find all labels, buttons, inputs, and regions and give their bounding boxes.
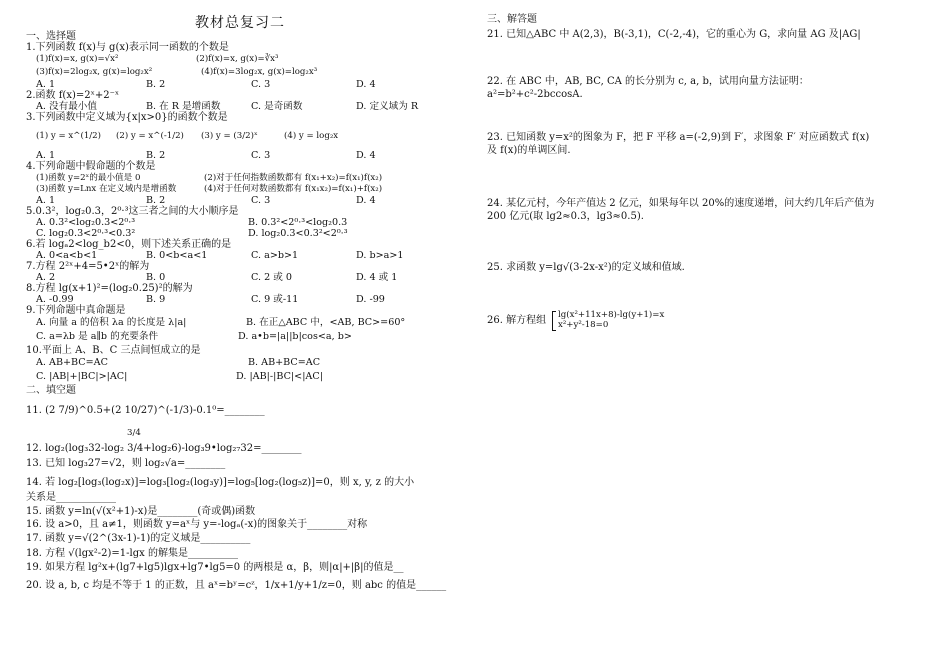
q1-option-d: D. 4 xyxy=(356,79,376,90)
q7-option-a: A. 2 xyxy=(36,272,56,283)
q6-stem: 6.若 logₐ2<log_b2<0，则下述关系正确的是 xyxy=(26,239,232,250)
q2-stem: 2.函数 f(x)=2ˣ+2⁻ˣ xyxy=(26,90,120,101)
q3-func-3: (3) y = (3/2)ˣ xyxy=(201,131,258,141)
q6-option-a: A. 0<a<b<1 xyxy=(36,250,98,261)
q8-stem: 8.方程 lg(x+1)²=(log₂0.25)²的解为 xyxy=(26,283,193,294)
q4-item-2: (2)对于任何指数函数都有 f(x₁+x₂)=f(x₁)f(x₂) xyxy=(204,173,383,183)
section-fill-heading: 二、填空题 xyxy=(26,385,76,396)
q6-option-c: C. a>b>1 xyxy=(251,250,299,261)
q1-item-4: (4)f(x)=3log₂x, g(x)=log₂x³ xyxy=(201,67,318,77)
fill-14: 14. 若 log₂[log₃(log₂x)]=log₃[log₂(log₃y)]=log₅[log₂(log₅z)]=0，则 x, y, z 的大小 xyxy=(26,477,415,488)
q2-option-c: C. 是奇函数 xyxy=(251,101,303,112)
q6-option-b: B. 0<b<a<1 xyxy=(146,250,208,261)
q4-option-b: B. 2 xyxy=(146,195,166,206)
q5-option-c: C. log₂0.3<2⁰·³<0.3² xyxy=(36,228,136,239)
q5-option-d: D. log₂0.3<0.3²<2⁰·³ xyxy=(248,228,348,239)
q9-option-d: D. a•b=|a||b|cos<a, b> xyxy=(238,331,352,342)
q1-option-a: A. 1 xyxy=(36,79,56,90)
q8-option-d: D. -99 xyxy=(356,294,385,305)
fill-11: 11. (2 7/9)^0.5+(2 10/27)^(-1/3)-0.1⁰=________ xyxy=(26,405,265,416)
answer-26-equation-2: x²+y²-18=0 xyxy=(558,320,609,330)
fill-12: 12. log₂(log₃32-log₂ 3/4+log₂6)-log₃9•log₂₇32=________ xyxy=(26,443,302,454)
q1-option-b: B. 2 xyxy=(146,79,166,90)
answer-21: 21. 已知△ABC 中 A(2,3)，B(-3,1)，C(-2,-4)，它的重心为 G，求向量 AG 及|AG| xyxy=(487,29,861,40)
q2-option-b: B. 在 R 是增函数 xyxy=(146,101,221,112)
q3-option-d: D. 4 xyxy=(356,150,376,161)
q3-option-a: A. 1 xyxy=(36,150,56,161)
q1-item-2: (2)f(x)=x, g(x)=∛x³ xyxy=(196,54,279,64)
answer-23-line1: 23. 已知函数 y=x²的图象为 F，把 F 平移 a=(-2,9)到 F′，求图象 F′ 对应函数式 f(x) xyxy=(487,132,870,143)
answer-22: 22. 在 ABC 中，AB, BC, CA 的长分别为 c, a, b，试用向量方法证明：a²=b²+c²-2bccosA. xyxy=(487,76,809,100)
q4-item-1: (1)函数 y=2ˣ的最小值是 0 xyxy=(36,173,141,183)
q10-option-a: A. AB+BC=AC xyxy=(36,357,108,368)
fill-12-fraction: 3/4 xyxy=(127,428,141,438)
q6-option-d: D. b>a>1 xyxy=(356,250,404,261)
fill-15: 15. 函数 y=ln(√(x²+1)-x)是________(奇或偶)函数 xyxy=(26,506,256,517)
q10-option-b: B. AB+BC=AC xyxy=(248,357,321,368)
q3-func-4: (4) y = log₂x xyxy=(284,131,339,141)
q5-option-a: A. 0.3²<log₂0.3<2⁰·³ xyxy=(36,217,136,228)
fill-18: 18. 方程 √(lgx²-2)=1-lgx 的解集是__________ xyxy=(26,548,238,559)
q4-item-3: (3)函数 y=Lnx 在定义域内是增函数 xyxy=(36,184,177,194)
answer-26-brace xyxy=(552,311,556,331)
q3-option-b: B. 2 xyxy=(146,150,166,161)
answer-26: 26. 解方程组 xyxy=(487,315,547,326)
q7-option-b: B. 0 xyxy=(146,272,166,283)
q1-item-1: (1)f(x)=x, g(x)=√x² xyxy=(36,54,119,64)
q1-option-c: C. 3 xyxy=(251,79,271,90)
q4-option-a: A. 1 xyxy=(36,195,56,206)
q1-stem: 1.下列函数 f(x)与 g(x)表示同一函数的个数是 xyxy=(26,42,229,53)
fill-16: 16. 设 a>0，且 a≠1，则函数 y=aˣ与 y=-logₐ(-x)的图象关于________对称 xyxy=(26,519,368,530)
q7-option-d: D. 4 或 1 xyxy=(356,272,398,283)
document-title: 教材总复习二 xyxy=(195,15,285,31)
section-choice-heading: 一、选择题 xyxy=(26,31,76,42)
answer-23-line2: 及 f(x)的单调区间. xyxy=(487,145,571,156)
q3-option-c: C. 3 xyxy=(251,150,271,161)
fill-17: 17. 函数 y=√(2^(3x-1)-1)的定义域是__________ xyxy=(26,533,251,544)
q9-stem: 9.下列命题中真命题是 xyxy=(26,305,126,316)
q1-item-3: (3)f(x)=2log₂x, g(x)=log₂x² xyxy=(36,67,153,77)
q5-option-b: B. 0.3²<2⁰·³<log₂0.3 xyxy=(248,217,348,228)
q9-option-a: A. 向量 a 的倍积 λa 的长度是 λ|a| xyxy=(36,317,187,328)
section-answer-heading: 三、解答题 xyxy=(487,14,537,25)
q4-item-4: (4)对于任何对数函数都有 f(x₁x₂)=f(x₁)+f(x₂) xyxy=(204,184,383,194)
q10-option-c: C. |AB|+|BC|>|AC| xyxy=(36,371,128,382)
answer-24-line2: 200 亿元(取 lg2≈0.3，lg3≈0.5). xyxy=(487,211,644,222)
fill-20: 20. 设 a, b, c 均是不等于 1 的正数，且 aˣ=bʸ=cᶻ，1/x+1/y+1/z=0，则 abc 的值是______ xyxy=(26,580,447,591)
fill-19: 19. 如果方程 lg²x+(lg7+lg5)lgx+lg7•lg5=0 的两根是 α，β，则|α|+|β|的值是__ xyxy=(26,562,404,573)
fill-13: 13. 已知 log₃27=√2，则 log₂√a=________ xyxy=(26,458,226,469)
q10-stem: 10.平面上 A、B、C 三点间恒成立的是 xyxy=(26,345,201,356)
q3-stem: 3.下列函数中定义域为{x|x>0}的函数个数是 xyxy=(26,112,228,123)
q9-option-b: B. 在正△ABC 中，<AB, BC>=60° xyxy=(246,317,406,328)
q3-func-1: (1) y = x^(1/2) xyxy=(36,131,102,141)
answer-26-equation-1: lg(x²+11x+8)-lg(y+1)=x xyxy=(558,310,665,320)
q8-option-c: C. 9 或-11 xyxy=(251,294,299,305)
q9-option-c: C. a=λb 是 a∥b 的充要条件 xyxy=(36,331,159,342)
q4-stem: 4.下列命题中假命题的个数是 xyxy=(26,161,156,172)
q7-option-c: C. 2 或 0 xyxy=(251,272,292,283)
q7-stem: 7.方程 2²ˣ+4=5•2ˣ的解为 xyxy=(26,261,150,272)
q2-option-d: D. 定义域为 R xyxy=(356,101,419,112)
q2-option-a: A. 没有最小值 xyxy=(36,101,97,112)
fill-14-continued: 关系是____________ xyxy=(26,492,116,503)
q5-stem: 5.0.3²，log₂0.3，2⁰·³这三者之间的大小顺序是 xyxy=(26,206,239,217)
q10-option-d: D. |AB|-|BC|<|AC| xyxy=(236,371,323,382)
answer-24-line1: 24. 某亿元村，今年产值达 2 亿元，如果每年以 20%的速度递增，问大约几年后产值为 xyxy=(487,198,875,209)
q4-option-c: C. 3 xyxy=(251,195,271,206)
q3-func-2: (2) y = x^(-1/2) xyxy=(116,131,184,141)
answer-25: 25. 求函数 y=lg√(3-2x-x²)的定义域和值域. xyxy=(487,262,685,273)
q8-option-a: A. -0.99 xyxy=(36,294,74,305)
q8-option-b: B. 9 xyxy=(146,294,166,305)
q4-option-d: D. 4 xyxy=(356,195,376,206)
